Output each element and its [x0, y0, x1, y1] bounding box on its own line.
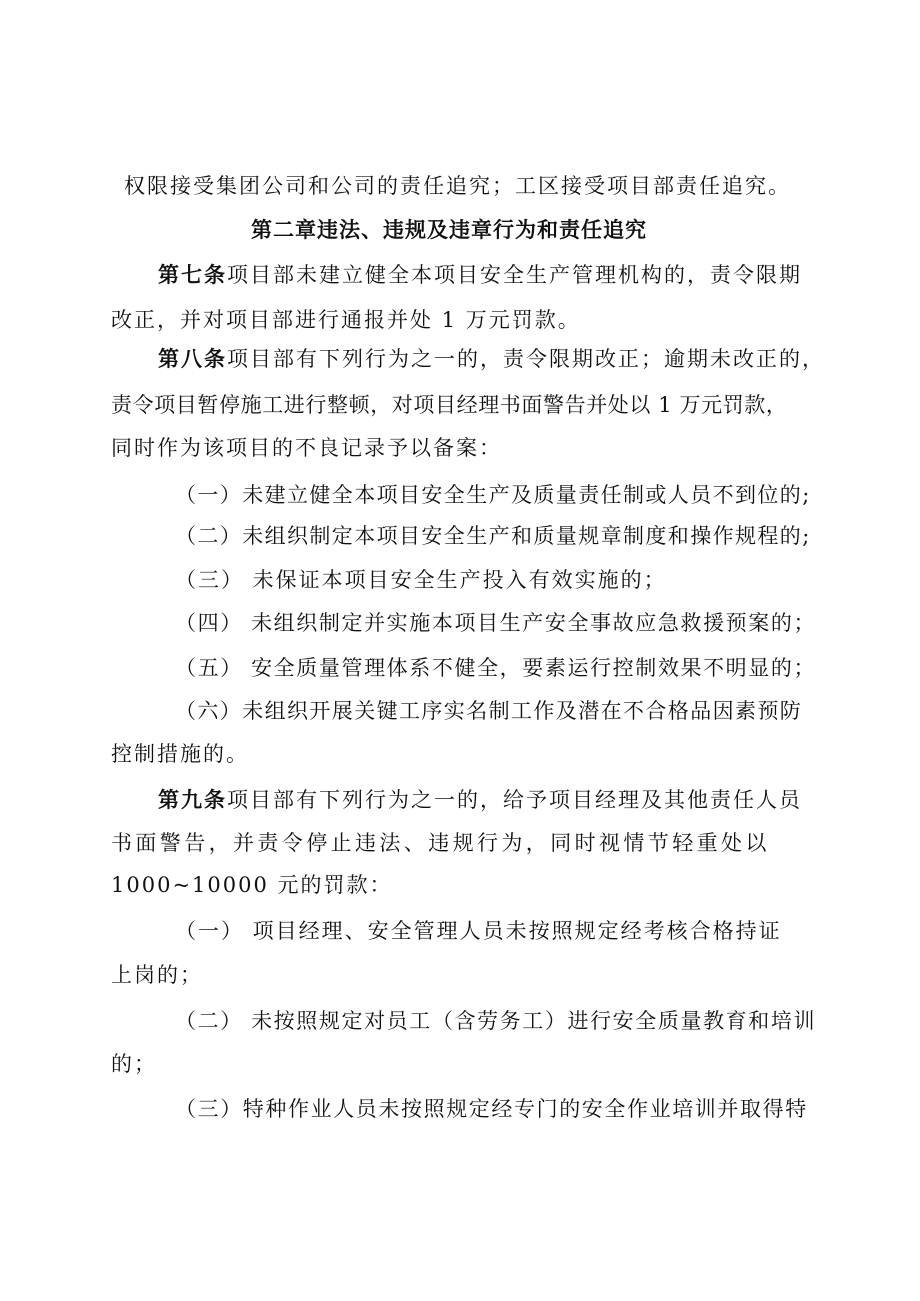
article-8-item-6-continued: 控制措施的。 — [111, 742, 249, 766]
article-8-heading: 第八条 — [158, 346, 227, 371]
article-7-line-2: 改正，并对项目部进行通报并处 1 万元罚款。 — [111, 308, 581, 332]
article-8-item-2: （二）未组织制定本项目安全生产和质量规章制度和操作规程的; — [175, 524, 811, 548]
article-9-line-2: 书面警告，并责令停止违法、违规行为，同时视情节轻重处以 — [111, 831, 770, 855]
carry-over-line: 权限接受集团公司和公司的责任追究；工区接受项目部责任追究。 — [124, 174, 791, 198]
article-8-line-2: 责令项目暂停施工进行整顿，对项目经理书面警告并处以 1 万元罚款， — [111, 393, 788, 417]
article-9-item-1: （一） 项目经理、安全管理人员未按照规定经考核合格持证 — [175, 919, 782, 943]
chapter-title: 第二章违法、违规及违章行为和责任追究 — [251, 217, 647, 242]
article-9-item-2: （二） 未按照规定对员工（含劳务工）进行安全质量教育和培训 — [175, 1009, 817, 1033]
article-8-item-3: （三） 未保证本项目安全生产投入有效实施的； — [175, 568, 667, 592]
article-7-heading: 第七条 — [158, 262, 227, 287]
article-9-item-3: （三）特种作业人员未按照规定经专门的安全作业培训并取得特 — [175, 1097, 808, 1121]
article-9-heading: 第九条 — [158, 787, 227, 812]
article-7-text-1: 项目部未建立健全本项目安全生产管理机构的，责令限期 — [227, 263, 802, 287]
article-8-item-5: （五） 安全质量管理体系不健全，要素运行控制效果不明显的； — [175, 656, 817, 680]
article-8-item-4: （四） 未组织制定并实施本项目生产安全事故应急救援预案的； — [175, 611, 817, 635]
article-7-line-1 — [158, 260, 802, 290]
article-9-text-1: 项目部有下列行为之一的，给予项目经理及其他责任人员 — [227, 788, 802, 812]
article-8-item-6: （六）未组织开展关键工序实名制工作及潜在不合格品因素预防 — [175, 699, 803, 723]
article-9-item-1-continued: 上岗的； — [111, 963, 203, 987]
article-9-line-1 — [158, 785, 802, 815]
article-8-line-3: 同时作为该项目的不良记录予以备案： — [111, 436, 502, 460]
article-8-line-1 — [158, 344, 825, 374]
article-9-item-2-continued: 的； — [111, 1052, 157, 1076]
article-8-text-1: 项目部有下列行为之一的，责令限期改正；逾期未改正的， — [227, 347, 825, 371]
article-9-line-3: 1000~10000 元的罚款： — [111, 873, 393, 897]
article-8-item-1: （一）未建立健全本项目安全生产及质量责任制或人员不到位的; — [175, 483, 811, 507]
